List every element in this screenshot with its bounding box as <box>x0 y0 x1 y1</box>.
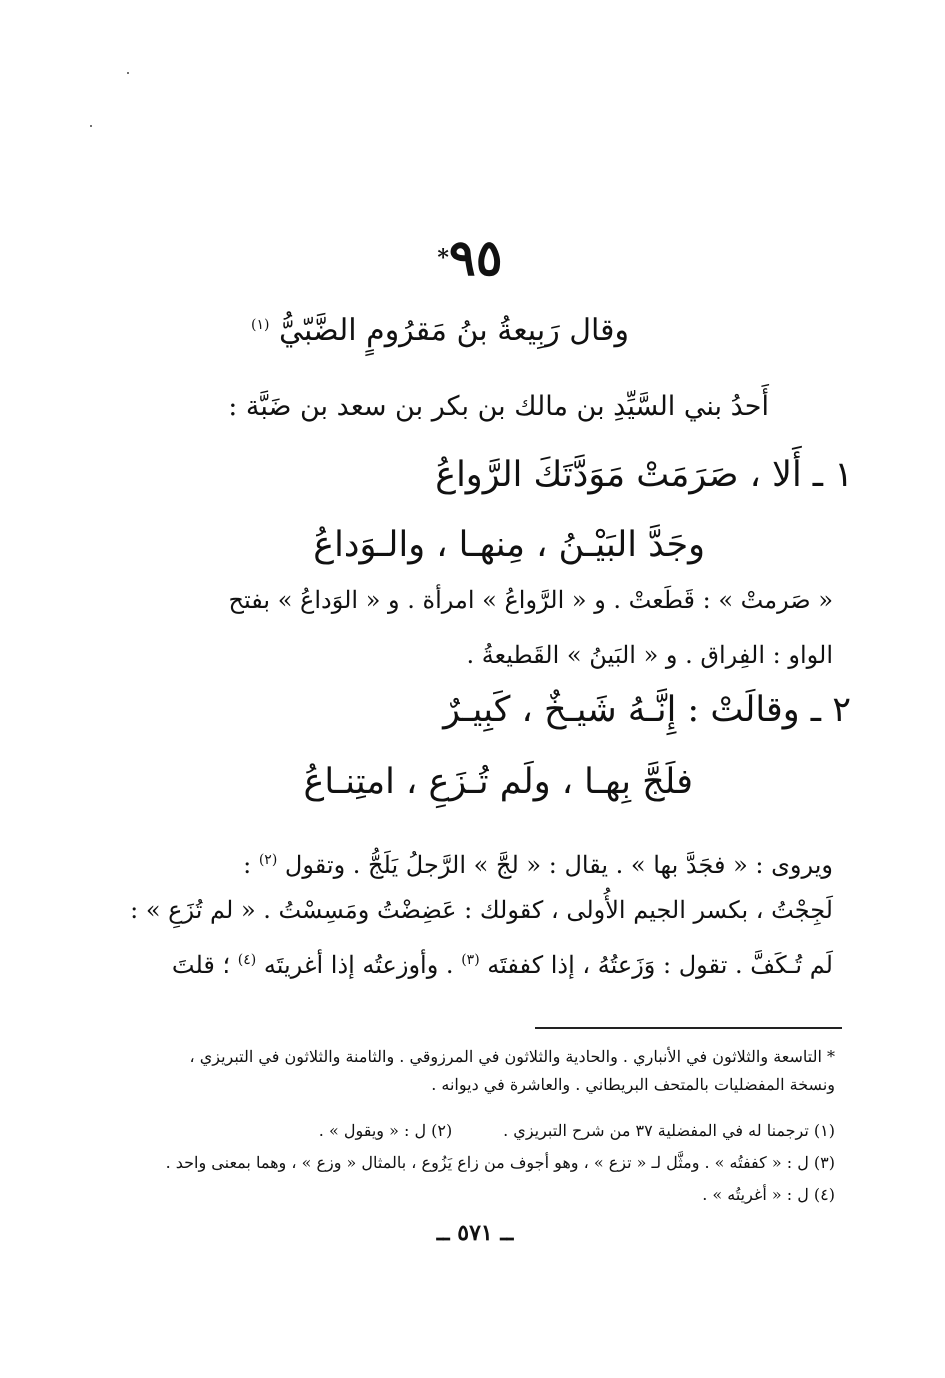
poem-heading-text: وقال رَبِيعةُ بنُ مَقرُومٍ الضَّبّيُّ <box>279 313 629 348</box>
footnote-3: (٣) ل : « كففتُه » . ومثَّل لـ « تزع » ، وهو أجوف من زاع يَزُوع ، بالمثال « وزع » ، وهما بمعنى واحد . <box>165 1153 835 1172</box>
poet-lineage: أَحدُ بني السَّيِّدِ بن مالك بن بكر بن سعد بن ضَبَّة : <box>228 391 769 422</box>
poem-number <box>400 228 540 288</box>
commentary-verse-1-line-2: الواو : الفِراق . و « البَينُ » القَطيعةُ . <box>466 641 833 669</box>
page-number: ــ ٥٧١ ــ <box>436 1220 514 1246</box>
poem-number-value: ٩٥ <box>448 228 503 287</box>
commentary-text: ويروى : « فجَدَّ بها » . يقال : « لجَّ » الرَّجلُ يَلَجُّ . وتقول <box>284 851 833 879</box>
commentary-verse-1-line-1: « صَرمتْ » : قَطَعتْ . و « الرَّواعُ » امرأة . و « الوَداعُ » بفتح <box>228 586 833 614</box>
footnote-star-line-2: ونسخة المفضليات بالمتحف البريطاني . والعاشرة في ديوانه . <box>431 1075 835 1094</box>
commentary-verse-2-line-1 <box>243 835 833 890</box>
verse-2-first-hemistich: ٢ ـ وقالَتْ : إِنَّـهُ شَيـخٌ ، كَبِيـرٌ <box>443 690 851 730</box>
footnotes-1-2 <box>319 1116 835 1146</box>
verse-1-first-hemistich: ١ ـ أَلا ، صَرَمَتْ مَوَدَّتَكَ الرَّواعُ <box>435 455 853 495</box>
footnote-4: (٤) ل : « أغريتُه » . <box>702 1185 835 1204</box>
commentary-text: لَم تُـكَفَّ . تقول : وَزَعتُهُ ، إذا كففتَه <box>487 951 833 979</box>
footnote-ref-3: (٣) <box>461 952 480 968</box>
commentary-verse-2-line-3 <box>172 935 833 990</box>
poem-number-star: * <box>437 245 449 271</box>
verse-2-second-hemistich: فلَجَّ بِهـا ، ولَم تُـزَعِ ، امتِنـاعُ <box>303 762 693 802</box>
footnote-1: (١) ترجمنا له في المفضلية ٣٧ من شرح التبريزي . <box>503 1121 835 1140</box>
commentary-text: . وأوزعتُه إذا أغريتَه <box>263 951 454 979</box>
commentary-text: : <box>243 851 252 879</box>
poem-heading <box>200 300 680 356</box>
footnote-ref-2: (٢) <box>258 852 278 868</box>
commentary-text: ؛ قلتَ <box>171 951 231 979</box>
footnote-gap <box>457 1121 498 1140</box>
footnote-star-line-1: * التاسعة والثلاثون في الأنباري . والحادية والثلاثون في المرزوقي . والثامنة والثلاثون في التبريزي ، <box>189 1047 835 1066</box>
footnote-ref-1: (١) <box>251 317 270 333</box>
footnote-ref-4: (٤) <box>237 952 257 968</box>
scan-speck <box>90 125 92 127</box>
commentary-verse-2-line-2: لَجِجْتُ ، بكسر الجيم الأُولى ، كقولك : عَضِضْتُ ومَسِسْتُ . « لم تُزَعِ » : <box>130 896 833 924</box>
scan-speck <box>127 72 129 74</box>
footnote-2: (٢) ل : « ويقول » . <box>318 1121 453 1140</box>
verse-1-second-hemistich: وجَدَّ البَيْـنُ ، مِنهـا ، والـوَداعُ <box>313 525 705 565</box>
footnote-divider <box>535 1027 842 1029</box>
